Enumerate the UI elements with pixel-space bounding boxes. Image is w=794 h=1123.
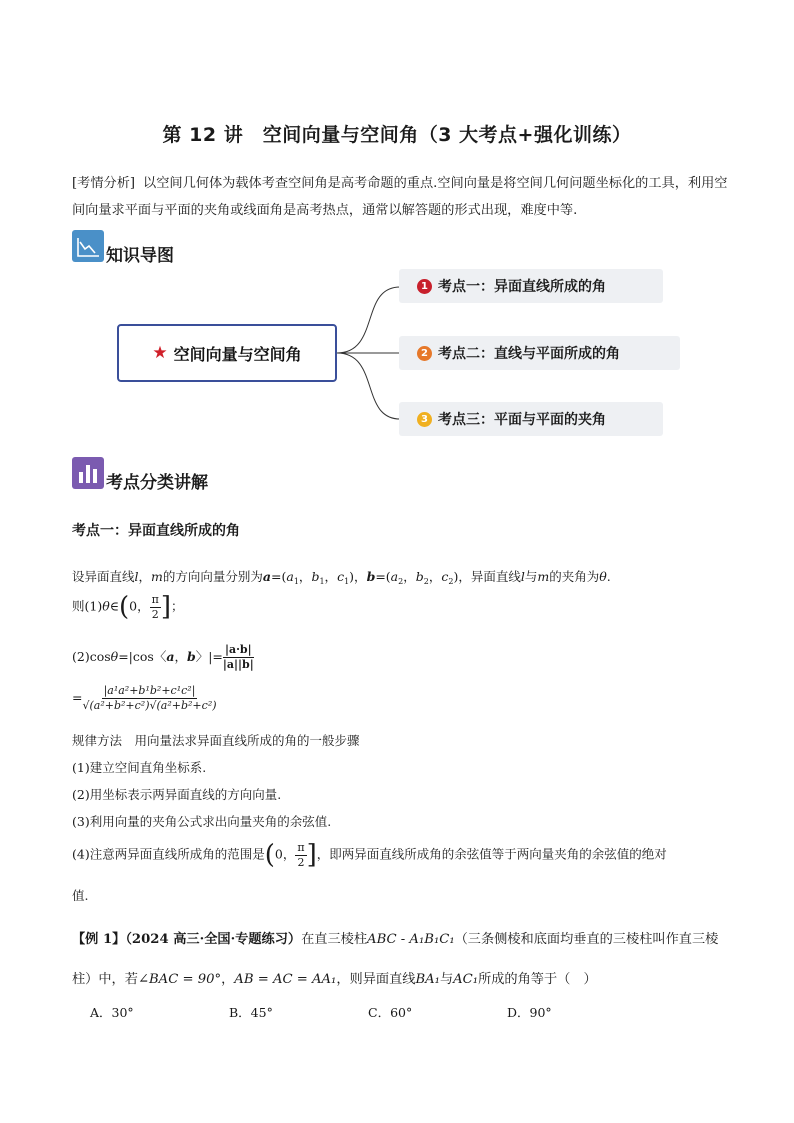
section-points-label: 考点分类讲解 (106, 473, 208, 493)
point-1-title: 考点一：异面直线所成的角 (72, 523, 240, 539)
option-c: C．60° (368, 1005, 413, 1020)
star-icon: ★ (152, 343, 168, 363)
angle-range-line: 则(1)θ∈(0， $\frac{\pi}{2}$ ]； (72, 592, 184, 622)
answer-options (90, 1003, 646, 1021)
method-step-1: (1)建立空间直角坐标系. (72, 760, 207, 775)
mindmap-connectors (0, 0, 794, 460)
method-step-2: (2)用坐标表示两异面直线的方向向量. (72, 787, 282, 802)
section-knowledge-label: 知识导图 (106, 246, 174, 266)
example-question: 【例 1】（2024 高三·全国·专题练习）在直三棱柱ABC - A₁B₁C₁（三条侧棱和底面均垂直的三棱柱叫作直三棱柱）中，若∠BAC = 90°，AB = AC = AA₁，则异面直线BA₁与AC₁所成的角等于（ ） (72, 932, 719, 987)
definition-line: 设异面直线l，m的方向向量分别为$a=(a_1$，$b_1$，$c_1$)，$b=(a_2$，$b_2$，$c_2$)，异面直线l与m的夹角为θ. (72, 569, 611, 586)
page-title: 第 12 讲 空间向量与空间角（3 大考点+强化训练） (162, 124, 632, 146)
number-badge-icon: 1 (417, 279, 432, 294)
option-d: D．90° (507, 1005, 552, 1020)
mindmap-root (117, 324, 337, 382)
section-points-header (72, 455, 208, 493)
method-title: 规律方法 用向量法求异面直线所成的角的一般步骤 (72, 733, 360, 748)
example-source: （2024 高三·全国·专题练习） (125, 932, 302, 947)
example-tag: 【例 1】 (72, 932, 126, 947)
method-step-4-end: 值. (72, 888, 89, 903)
mindmap-node-1 (399, 269, 663, 303)
bar-chart-icon (72, 457, 104, 489)
method-step-4: (4)注意两异面直线所成角的范围是(0， $\frac{\pi}{2}$ ]，即两异面直线所成角的余弦值等于两向量夹角的余弦值的绝对 (72, 840, 667, 870)
method-step-3: (3)利用向量的夹角公式求出向量夹角的余弦值. (72, 814, 332, 829)
coordinate-formula-line: = $\frac{\text{|a¹a²+b¹b²+c¹c²|}}{\text{√(a²+b²+c²)√(a²+b²+c²)}}$ (72, 684, 217, 712)
mindmap-node-2 (399, 336, 680, 370)
analysis-text: 以空间几何体为载体考查空间角是高考命题的重点.空间向量是将空间几何问题坐标化的工具，利用空间向量求平面与平面的夹角或线面角是高考热点，通常以解答题的形式出现，难度中等. (72, 176, 728, 218)
mindmap-node-label: 考点二：直线与平面所成的角 (438, 346, 620, 362)
option-b: B．45° (229, 1005, 273, 1020)
mindmap-node-label: 考点一：异面直线所成的角 (438, 279, 606, 295)
cos-formula-line: (2)cosθ=|cos〈a，b〉|= $\frac{|a\cdot b|}{|a||b|}$ (72, 643, 254, 671)
mindmap-root-label: 空间向量与空间角 (173, 344, 302, 364)
option-a: A．30° (90, 1005, 134, 1020)
analysis-tag: [考情分析] (72, 176, 136, 191)
mindmap-node-label: 考点三：平面与平面的夹角 (438, 412, 606, 428)
number-badge-icon: 3 (417, 412, 432, 427)
number-badge-icon: 2 (417, 346, 432, 361)
mindmap-node-3 (399, 402, 663, 436)
